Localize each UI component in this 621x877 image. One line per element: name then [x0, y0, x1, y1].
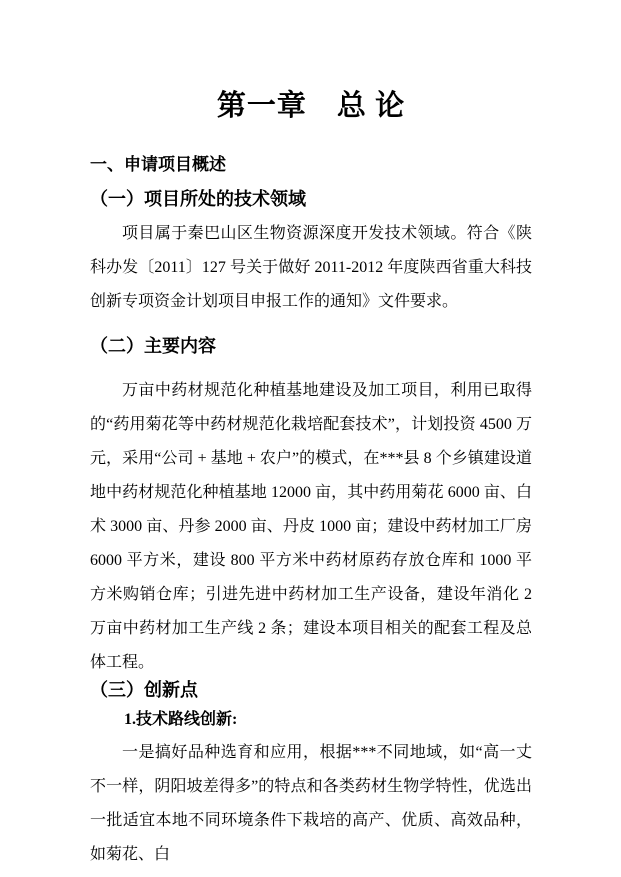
heading-innovation: （三）创新点 [90, 680, 198, 700]
paragraph-innovation: 一是搞好品种选育和应用，根据***不同地域，如“高一丈不一样，阴阳坡差得多”的特点和各类药材生物学特性，优选出一批适宜本地不同环境条件下栽培的高产、优质、高效品种，如菊花、白 [90, 744, 532, 863]
heading-tech-route: 1.技术路线创新: [124, 711, 238, 728]
heading-main-content: （二）主要内容 [90, 336, 216, 356]
heading-overview: 一、申请项目概述 [90, 155, 226, 174]
heading-tech-field: （一）项目所处的技术领域 [90, 189, 306, 209]
paragraph-tech-field: 项目属于秦巴山区生物资源深度开发技术领域。符合《陕科办发〔2011〕127 号关于做好 2011-2012 年度陕西省重大科技创新专项资金计划项目申报工作的通知》文件要求。 [90, 225, 532, 310]
paragraph-main-content: 万亩中药材规范化种植基地建设及加工项目，利用已取得的“药用菊花等中药材规范化栽培配套技术”，计划投资 4500 万元，采用“公司 + 基地 + 农户”的模式，在***县 8 个乡镇建设道地中药材规范化种植基地 12000 亩，其中药用菊花 6000 亩、白术 3000 亩、丹参 2000 亩、丹皮 1000 亩；建设中药材加工厂房 6000 平方米，建设 800 平方米中药材原药存放仓库和 1000 平方米购销仓库；引进先进中药材加工生产设备，建设年消化 2 万亩中药材加工生产线 2 条；建设本项目相关的配套工程及总体工程。 [90, 382, 532, 671]
chapter-title: 第一章 总 论 [216, 90, 406, 122]
